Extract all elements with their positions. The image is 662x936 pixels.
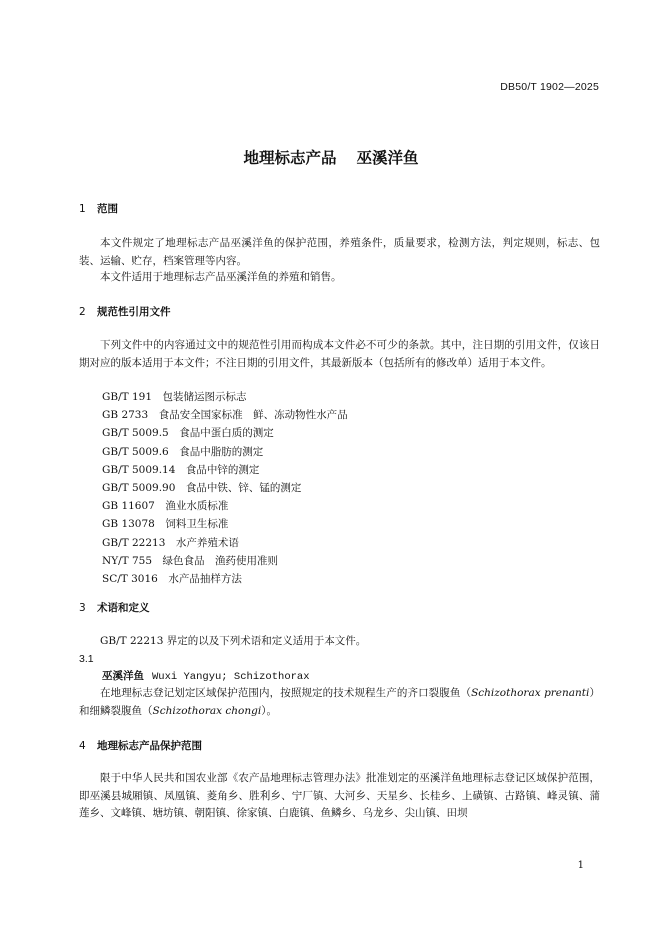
- standard-code: DB50/T 1902—2025: [500, 81, 599, 93]
- subsection-number: 3.1: [79, 653, 94, 665]
- term-english: Wuxi Yangyu; Schizothorax: [152, 671, 310, 683]
- reference-item: SC/T 3016 水产品抽样方法: [102, 573, 242, 586]
- section-1-paragraph-1: 本文件规定了地理标志产品巫溪洋鱼的保护范围，养殖条件，质量要求，检测方法，判定规则，标志、包装、运输、贮存，档案管理等内容。: [79, 237, 600, 267]
- term-entry: [102, 668, 310, 683]
- reference-item: GB 13078 饲料卫生标准: [102, 518, 229, 531]
- normative-reference-list: [102, 388, 348, 588]
- section-1-heading: 1 范围: [79, 203, 118, 215]
- reference-item: GB/T 5009.5 食品中蛋白质的测定: [102, 427, 274, 440]
- document-title: [0, 146, 662, 168]
- reference-item: GB/T 22213 水产养殖术语: [102, 536, 239, 549]
- reference-item: GB 11607 渔业水质标准: [102, 500, 229, 513]
- title-part-2: 巫溪洋鱼: [356, 149, 419, 167]
- term-chinese: 巫溪洋鱼: [102, 670, 144, 682]
- section-2-heading: 2 规范性引用文件: [79, 306, 171, 318]
- reference-item: GB 2733 食品安全国家标准 鲜、冻动物性水产品: [102, 409, 348, 422]
- reference-item: GB/T 5009.6 食品中脂肪的测定: [102, 445, 264, 458]
- page-number: 1: [577, 860, 584, 871]
- section-3-paragraph-1: GB/T 22213 界定的以及下列术语和定义适用于本文件。: [100, 635, 367, 647]
- section-3-heading: 3 术语和定义: [79, 602, 150, 614]
- reference-item: GB/T 5009.90 食品中铁、锌、锰的测定: [102, 482, 302, 495]
- section-2-paragraph-1: 下列文件中的内容通过文中的规范性引用而构成本文件必不可少的条款。其中，注日期的引用文件，仅该日期对应的版本适用于本文件；不注日期的引用文件，其最新版本（包括所有的修改单）适用于本文件。: [79, 339, 600, 369]
- title-part-1: 地理标志产品: [243, 149, 337, 167]
- reference-item: GB/T 191 包装储运图示标志: [102, 391, 247, 403]
- section-4-heading: 4 地理标志产品保护范围: [79, 740, 202, 752]
- section-4-paragraph-1: 限于中华人民共和国农业部《农产品地理标志管理办法》批准划定的巫溪洋鱼地理标志登记区域保护范围，即巫溪县城厢镇、凤凰镇、菱角乡、胜利乡、宁厂镇、大河乡、天星乡、长桂乡、上磺镇、古路镇、峰灵镇、蒲莲乡、文峰镇、塘坊镇、朝阳镇、徐家镇、白鹿镇、鱼鳞乡、乌龙乡、尖山镇、田坝: [79, 772, 600, 819]
- term-definition: 在地理标志登记划定区域保护范围内，按照规定的技术规程生产的齐口裂腹鱼（Schizothorax prenanti）和细鳞裂腹鱼（Schizothorax chongi）。: [79, 687, 600, 717]
- reference-item: NY/T 755 绿色食品 渔药使用准则: [102, 554, 279, 567]
- reference-item: GB/T 5009.14 食品中锌的测定: [102, 463, 260, 476]
- section-1-paragraph-2: 本文件适用于地理标志产品巫溪洋鱼的养殖和销售。: [100, 271, 342, 283]
